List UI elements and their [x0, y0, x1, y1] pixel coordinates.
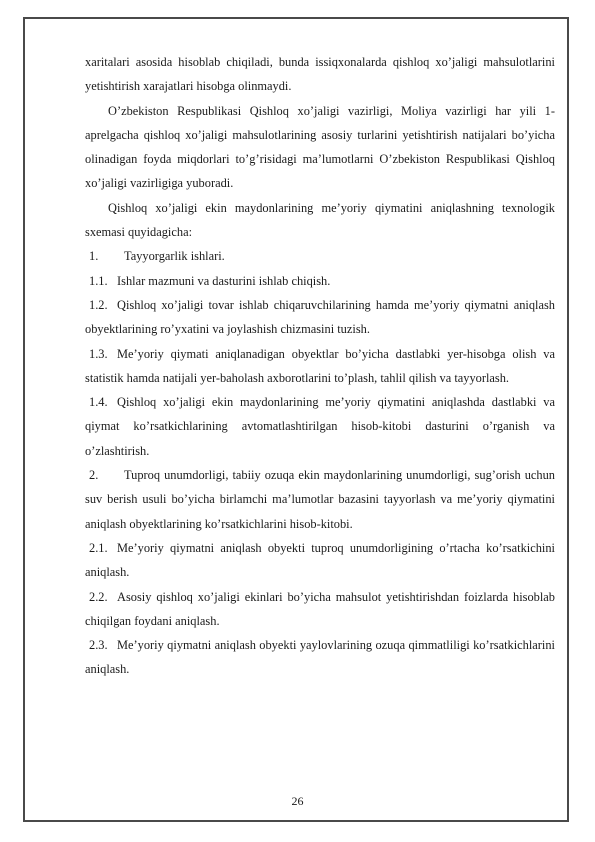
list-item: 2.1. Me’yoriy qiymatni aniqlash obyekti tuproq unumdorligining o’rtacha ko’rsatkichini aniqlash.: [85, 536, 555, 585]
list-number: 1.2.: [89, 297, 108, 312]
page-number: 26: [291, 794, 304, 808]
list-number: 2.3.: [89, 638, 108, 653]
paragraph: Qishloq xo’jaligi ekin maydonlarining me’yoriy qiymatini aniqlashning texnologik sxemasi quyidagicha:: [85, 200, 555, 240]
list-number: 1.4.: [89, 395, 108, 410]
list-number: 2.2.: [89, 589, 108, 604]
list-item: 1.3. Me’yoriy qiymati aniqlanadigan obyektlar bo’yicha dastlabki yer-hisobga olish va statistik hamda natijali yer-baholash axborotlarini to’plash, tahlil qilish va tayyorlash.: [85, 342, 555, 391]
list-number: 2.1.: [89, 540, 108, 555]
list-item: 1.4. Qishloq xo’jaligi ekin maydonlarining me’yoriy qiymatini aniqlashda dastlabki va qiymat ko’rsatkichlarining avtomatlashtirilgan hisob-kitobi dasturini o’rganish va o’zlashtirish.: [85, 390, 555, 463]
list-number: 1.3.: [89, 346, 108, 361]
list-item: 1.1. Ishlar mazmuni va dasturini ishlab chiqish.: [85, 269, 555, 293]
paragraph: O’zbekiston Respublikasi Qishloq xo’jaligi vazirligi, Moliya vazirligi har yili 1-aprelgacha qishloq xo’jaligi mahsulotlarining asosiy turlarini yetishtirish natijalari bo’yicha olinadigan foyda miqdorlari to’g’risidagi ma’lumotlarni O’zbekiston Respublikasi Qishloq xo’jaligi vazirligiga yuboradi.: [85, 103, 555, 191]
list-number: 1.: [89, 249, 99, 264]
list-number: 1.1.: [89, 273, 108, 288]
document-body: [85, 50, 555, 682]
list-item: 2.3. Me’yoriy qiymatni aniqlash obyekti yaylovlarining ozuqa qimmatliligi ko’rsatkichlarini aniqlash.: [85, 633, 555, 682]
list-item: 2.2. Asosiy qishloq xo’jaligi ekinlari bo’yicha mahsulot yetishtirishdan foizlarda hisoblab chiqilgan foydani aniqlash.: [85, 585, 555, 634]
list-item: 1.2. Qishloq xo’jaligi tovar ishlab chiqaruvchilarining hamda me’yoriy qiymatni aniqlash obyektlarining ro’yxatini va joylashish chizmasini tuzish.: [85, 293, 555, 342]
paragraph: xaritalari asosida hisoblab chiqiladi, bunda issiqxonalarda qishloq xo’jaligi mahsulotlarini yetishtirish xarajatlari hisobga olinmaydi.: [85, 55, 555, 94]
list-number: 2.: [89, 468, 99, 483]
list-item: 1. Tayyorgarlik ishlari.: [85, 244, 555, 268]
list-item: 2. Tuproq unumdorligi, tabiiy ozuqa ekin maydonlarining unumdorligi, sug’orish uchun suv berish usuli bo’yicha birlamchi ma’lumotlar bazasini tayyorlash va me’yoriy qiymatini aniqlash obyektlarining ko’rsatkichlarini hisob-kitobi.: [85, 463, 555, 536]
